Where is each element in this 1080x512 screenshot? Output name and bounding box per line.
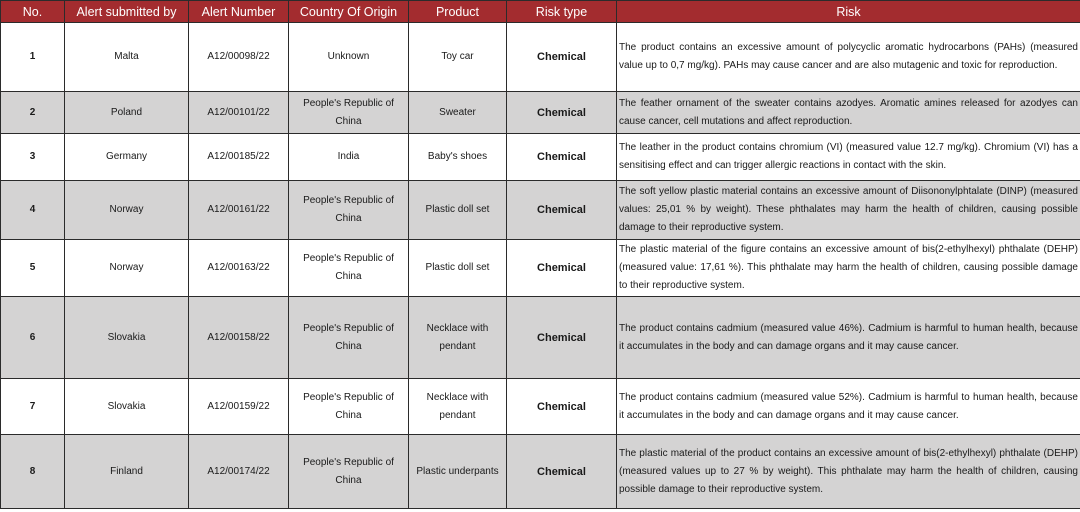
cell-risk: The product contains cadmium (measured value 46%). Cadmium is harmful to human health, because it accumulates in the body and can damage organs and it may cause cancer.	[617, 297, 1080, 379]
cell-risk-type: Chemical	[507, 92, 617, 134]
cell-alert-number: A12/00161/22	[189, 181, 289, 240]
cell-submitted-by: Finland	[65, 435, 189, 509]
header-risk: Risk	[617, 1, 1080, 23]
cell-country: People's Republic of China	[289, 92, 409, 134]
cell-risk-type: Chemical	[507, 435, 617, 509]
table-header	[1, 1, 1080, 23]
cell-risk: The product contains an excessive amount of polycyclic aromatic hydrocarbons (PAHs) (measured value up to 0,7 mg/kg). PAHs may cause cancer and are also mutagenic and toxic for reproduction.	[617, 23, 1080, 92]
cell-alert-number: A12/00185/22	[189, 134, 289, 181]
header-alert-number: Alert Number	[189, 1, 289, 23]
cell-no: 1	[1, 23, 65, 92]
table-body	[1, 23, 1080, 509]
cell-submitted-by: Germany	[65, 134, 189, 181]
table-row	[1, 297, 1080, 379]
cell-submitted-by: Slovakia	[65, 297, 189, 379]
cell-risk: The plastic material of the figure contains an excessive amount of bis(2-ethylhexyl) phthalate (DEHP) (measured value: 17,61 %). This phthalate may harm the health of children, causing possible damage to their reproductive system.	[617, 240, 1080, 297]
cell-product: Necklace with pendant	[409, 297, 507, 379]
cell-risk-type: Chemical	[507, 134, 617, 181]
cell-risk: The leather in the product contains chromium (VI) (measured value 12.7 mg/kg). Chromium (VI) has a sensitising effect and can trigger allergic reactions in contact with the skin.	[617, 134, 1080, 181]
table-row	[1, 435, 1080, 509]
cell-alert-number: A12/00174/22	[189, 435, 289, 509]
cell-alert-number: A12/00163/22	[189, 240, 289, 297]
cell-submitted-by: Slovakia	[65, 379, 189, 435]
cell-risk-type: Chemical	[507, 181, 617, 240]
cell-no: 5	[1, 240, 65, 297]
table-row	[1, 240, 1080, 297]
header-country-of-origin: Country Of Origin	[289, 1, 409, 23]
cell-country: People's Republic of China	[289, 297, 409, 379]
table-row	[1, 134, 1080, 181]
cell-country: People's Republic of China	[289, 379, 409, 435]
header-risk-type: Risk type	[507, 1, 617, 23]
cell-no: 8	[1, 435, 65, 509]
table-row	[1, 181, 1080, 240]
cell-risk: The product contains cadmium (measured value 52%). Cadmium is harmful to human health, because it accumulates in the body and can damage organs and it may cause cancer.	[617, 379, 1080, 435]
cell-submitted-by: Norway	[65, 240, 189, 297]
cell-risk: The feather ornament of the sweater contains azodyes. Aromatic amines released for azodyes can cause cancer, cell mutations and affect reproduction.	[617, 92, 1080, 134]
cell-product: Plastic doll set	[409, 181, 507, 240]
cell-product: Plastic doll set	[409, 240, 507, 297]
cell-risk-type: Chemical	[507, 240, 617, 297]
cell-no: 2	[1, 92, 65, 134]
header-product: Product	[409, 1, 507, 23]
cell-risk-type: Chemical	[507, 23, 617, 92]
cell-no: 3	[1, 134, 65, 181]
cell-risk: The plastic material of the product contains an excessive amount of bis(2-ethylhexyl) phthalate (DEHP) (measured values up to 27 % by weight). This phthalate may harm the health of children, causing possible damage to their reproductive system.	[617, 435, 1080, 509]
cell-no: 4	[1, 181, 65, 240]
cell-alert-number: A12/00158/22	[189, 297, 289, 379]
cell-alert-number: A12/00159/22	[189, 379, 289, 435]
cell-submitted-by: Malta	[65, 23, 189, 92]
cell-alert-number: A12/00101/22	[189, 92, 289, 134]
header-row	[1, 1, 1080, 23]
cell-risk: The soft yellow plastic material contains an excessive amount of Diisononylphtalate (DINP) (measured values: 25,01 % by weight). These phthalates may harm the health of children, causing possible damage to their reproductive system.	[617, 181, 1080, 240]
table-row	[1, 23, 1080, 92]
cell-country: People's Republic of China	[289, 435, 409, 509]
cell-alert-number: A12/00098/22	[189, 23, 289, 92]
cell-submitted-by: Norway	[65, 181, 189, 240]
cell-country: India	[289, 134, 409, 181]
cell-submitted-by: Poland	[65, 92, 189, 134]
cell-risk-type: Chemical	[507, 379, 617, 435]
cell-product: Toy car	[409, 23, 507, 92]
cell-product: Sweater	[409, 92, 507, 134]
table-row	[1, 379, 1080, 435]
cell-no: 7	[1, 379, 65, 435]
cell-product: Plastic underpants	[409, 435, 507, 509]
cell-product: Baby's shoes	[409, 134, 507, 181]
header-alert-submitted-by: Alert submitted by	[65, 1, 189, 23]
cell-risk-type: Chemical	[507, 297, 617, 379]
table-row	[1, 92, 1080, 134]
cell-country: People's Republic of China	[289, 240, 409, 297]
header-no: No.	[1, 1, 65, 23]
cell-no: 6	[1, 297, 65, 379]
cell-country: People's Republic of China	[289, 181, 409, 240]
cell-product: Necklace with pendant	[409, 379, 507, 435]
cell-country: Unknown	[289, 23, 409, 92]
